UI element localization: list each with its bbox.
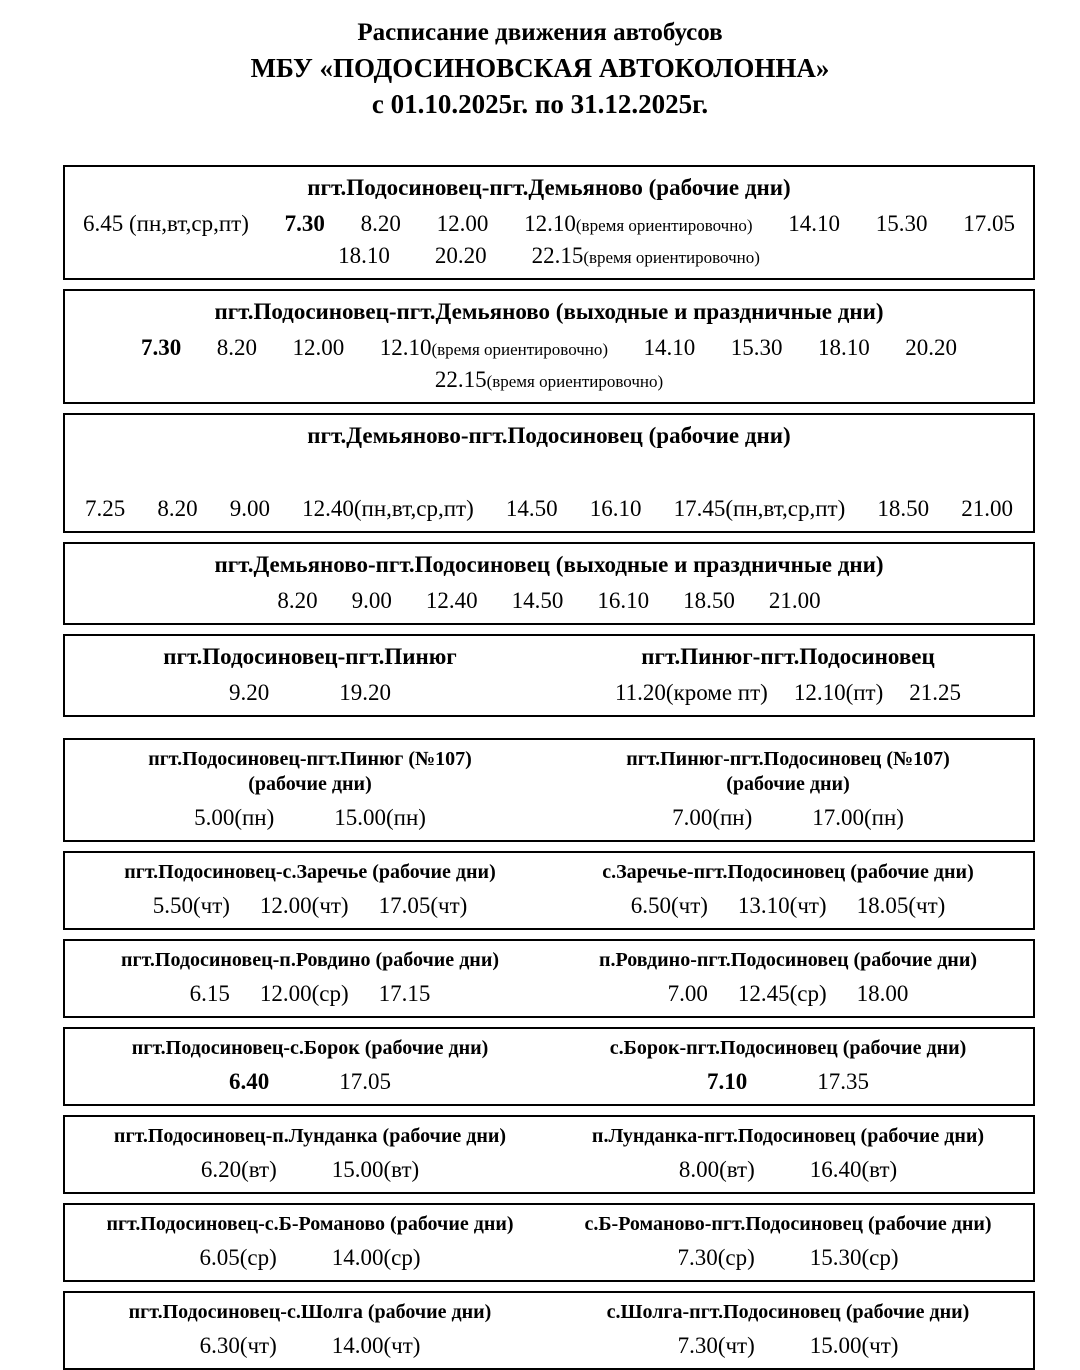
time-row: [71, 677, 549, 708]
time-text: 12.10: [524, 210, 576, 236]
time-value: [352, 585, 392, 616]
route-title: (рабочие дни): [726, 772, 850, 795]
schedule-box: [63, 738, 1035, 842]
time-text: 22.15: [434, 367, 487, 393]
time-text: 13.10(чт): [737, 893, 827, 918]
time-text: 18.10: [338, 243, 390, 269]
time-text: 6.50(чт): [630, 893, 708, 918]
route-title: пгт.Подосиновец-с.Б-Романово (рабочие дни): [106, 1213, 514, 1236]
time-text: 9.00: [229, 496, 270, 522]
time-text: 14.10: [788, 210, 840, 236]
time-text: 21.00: [768, 588, 821, 614]
time-text: 22.15: [531, 243, 584, 269]
time-text: 12.10(пт): [793, 679, 884, 705]
time-value: [532, 240, 760, 271]
route-column-right: [549, 860, 1027, 921]
time-value: [524, 208, 752, 239]
time-text: 6.45 (пн,вт,ср,пт): [83, 210, 249, 236]
time-value: [260, 890, 349, 921]
route-column-right: [549, 747, 1027, 833]
schedule-box: [63, 1027, 1035, 1106]
time-text: 7.30: [141, 335, 182, 361]
time-row: [71, 364, 1027, 395]
time-value: [644, 332, 696, 363]
time-value: [512, 585, 564, 616]
time-value: [332, 1330, 421, 1361]
time-text: 12.00(ср): [259, 981, 349, 1007]
route-column-left: [71, 1036, 549, 1097]
time-value: [190, 978, 230, 1009]
time-row: [549, 677, 1027, 708]
time-row: [71, 1154, 549, 1185]
time-value: [200, 1330, 277, 1361]
time-text: 7.30(чт): [677, 1333, 755, 1359]
route-title: п.Ровдино-пгт.Подосиновец (рабочие дни): [598, 949, 978, 972]
route-column-right: [549, 1212, 1027, 1273]
time-value: [738, 890, 827, 921]
document-header: [0, 16, 1080, 123]
time-text: 17.45(пн,вт,ср,пт): [673, 496, 846, 522]
time-row: [71, 890, 549, 921]
route-column-left: [71, 1300, 549, 1361]
time-text: 18.10: [818, 335, 870, 361]
time-text: 14.50: [505, 496, 558, 522]
route-column-left: [71, 860, 549, 921]
time-text: 12.00: [292, 335, 345, 361]
time-note: (время ориентировочно): [431, 340, 609, 360]
route-title: пгт.Подосиновец-пгт.Демьяново (рабочие дни): [307, 175, 791, 200]
time-text: 17.05(чт): [378, 893, 468, 918]
document-title-line1: Расписание движения автобусов: [357, 19, 723, 46]
time-text: 11.20(кроме пт): [614, 679, 768, 705]
route-title: пгт.Пинюг-пгт.Подосиновец (№107): [626, 747, 950, 770]
time-value: [338, 240, 390, 271]
time-row: [71, 802, 549, 833]
time-value: [217, 332, 257, 363]
time-row: [549, 802, 1027, 833]
time-text: 15.00(чт): [809, 1333, 899, 1359]
time-value: [339, 1066, 391, 1097]
time-value: [194, 802, 274, 833]
route-column-right: [549, 1124, 1027, 1185]
time-value: [905, 332, 957, 363]
time-value: [426, 585, 478, 616]
time-text: 14.00(чт): [331, 1333, 421, 1359]
time-value: [379, 978, 431, 1009]
time-value: [285, 208, 325, 239]
time-value: [615, 677, 768, 708]
route-column-left: [71, 643, 549, 708]
time-text: 7.25: [85, 496, 126, 522]
time-text: 8.20: [157, 496, 198, 522]
time-row: [71, 1330, 549, 1361]
route-column-left: [71, 1212, 549, 1273]
time-value: [810, 1154, 897, 1185]
route-column-left: [71, 948, 549, 1009]
time-text: 16.10: [589, 496, 642, 522]
time-value: [876, 208, 928, 239]
time-value: [292, 332, 344, 363]
time-text: 19.20: [339, 679, 391, 705]
time-text: 21.25: [909, 679, 961, 705]
time-value: [674, 493, 846, 524]
time-text: 18.50: [877, 496, 930, 522]
route-column-left: [71, 747, 549, 833]
time-value: [590, 493, 642, 524]
time-value: [229, 677, 269, 708]
time-row: [549, 890, 1027, 921]
time-value: [597, 585, 649, 616]
time-text: 6.05(ср): [199, 1245, 277, 1271]
time-text: 17.15: [378, 981, 431, 1007]
organization-name: МБУ «ПОДОСИНОВСКАЯ АВТОКОЛОННА»: [250, 52, 830, 83]
time-value: [909, 677, 961, 708]
route-title: пгт.Подосиновец-п.Ровдино (рабочие дни): [120, 949, 500, 972]
time-text: 14.00(ср): [331, 1245, 421, 1271]
time-row: [71, 493, 1027, 524]
time-text: 18.05(чт): [856, 893, 946, 918]
time-value: [230, 493, 270, 524]
time-text: 6.20(вт): [200, 1157, 277, 1183]
time-value: [817, 1066, 869, 1097]
schedule-box: [63, 1203, 1035, 1282]
route-column-left: [71, 1124, 549, 1185]
time-value: [229, 1066, 269, 1097]
route-title: пгт.Демьяново-пгт.Подосиновец (рабочие дни): [307, 423, 791, 449]
time-value: [769, 585, 821, 616]
time-text: 6.40: [229, 1069, 270, 1095]
time-value: [877, 493, 929, 524]
time-row: [549, 1066, 1027, 1097]
time-value: [812, 802, 904, 833]
time-value: [332, 1242, 421, 1273]
time-text: 9.00: [351, 588, 392, 614]
time-text: 17.35: [817, 1069, 869, 1095]
time-row: [71, 1066, 549, 1097]
time-text: 16.40(вт): [809, 1157, 898, 1183]
time-value: [818, 332, 870, 363]
route-title: с.Борок-пгт.Подосиновец (рабочие дни): [609, 1037, 967, 1060]
time-text: 7.30: [284, 210, 325, 236]
time-text: 18.50: [683, 588, 735, 614]
time-text: 18.00: [856, 981, 909, 1007]
time-text: 7.00: [667, 981, 708, 1007]
time-text: 16.10: [597, 588, 650, 614]
schedule-box: [63, 851, 1035, 930]
time-row: [71, 978, 549, 1009]
time-row: [549, 978, 1027, 1009]
time-value: [788, 208, 840, 239]
time-text: 17.05: [963, 210, 1015, 236]
time-value: [506, 493, 558, 524]
schedule-box: [63, 165, 1035, 280]
time-value: [83, 208, 249, 239]
time-value: [379, 890, 468, 921]
route-title: пгт.Подосиновец-с.Шолга (рабочие дни): [128, 1301, 492, 1324]
time-text: 12.40(пн,вт,ср,пт): [302, 496, 474, 522]
time-value: [963, 208, 1015, 239]
time-note: (время ориентировочно): [486, 372, 664, 392]
time-text: 8.00(вт): [678, 1157, 755, 1183]
time-text: 15.00(вт): [331, 1157, 420, 1183]
time-value: [334, 802, 426, 833]
time-value: [738, 978, 827, 1009]
schedule-box: [63, 1115, 1035, 1194]
time-row: [71, 208, 1027, 239]
time-text: 5.00(пн): [194, 804, 275, 830]
time-text: 15.00(пн): [334, 804, 426, 830]
time-text: 7.00(пн): [672, 804, 753, 830]
time-text: 21.00: [961, 496, 1013, 522]
route-title: пгт.Подосиновец-с.Борок (рабочие дни): [131, 1037, 489, 1060]
time-value: [683, 585, 735, 616]
time-row: [71, 332, 1027, 363]
time-value: [361, 208, 401, 239]
time-text: 20.20: [905, 335, 957, 361]
time-value: [679, 1154, 755, 1185]
route-column-right: [549, 948, 1027, 1009]
time-text: 14.50: [511, 588, 564, 614]
time-value: [339, 677, 391, 708]
route-title: с.Заречье-пгт.Подосиновец (рабочие дни): [602, 861, 974, 883]
route-column-right: [549, 1036, 1027, 1097]
time-row: [71, 1242, 549, 1273]
time-row: [549, 1330, 1027, 1361]
time-value: [141, 332, 181, 363]
time-text: 7.10: [707, 1069, 748, 1095]
route-title: пгт.Подосиновец-пгт.Демьяново (выходные и праздничные дни): [214, 299, 884, 325]
time-text: 15.30: [730, 335, 783, 361]
time-text: 8.20: [360, 210, 401, 236]
time-text: 5.50(чт): [152, 893, 230, 918]
route-column-right: [549, 643, 1027, 708]
time-row: [549, 1242, 1027, 1273]
time-value: [157, 493, 197, 524]
schedule-box: [63, 542, 1035, 625]
schedule-list: [63, 165, 1035, 1370]
time-value: [199, 1242, 276, 1273]
time-note: (время ориентировочно): [583, 248, 760, 268]
time-value: [201, 1154, 277, 1185]
time-value: [380, 332, 608, 363]
time-value: [85, 493, 125, 524]
time-value: [435, 364, 663, 395]
time-value: [332, 1154, 419, 1185]
time-value: [672, 802, 752, 833]
time-text: 6.15: [189, 981, 230, 1007]
time-value: [302, 493, 474, 524]
time-row: [71, 585, 1027, 616]
time-text: 17.05: [339, 1069, 391, 1095]
schedule-period: с 01.10.2025г. по 31.12.2025г.: [371, 89, 709, 120]
time-text: 9.20: [229, 679, 270, 705]
route-title: пгт.Пинюг-пгт.Подосиновец: [641, 644, 935, 670]
time-value: [857, 978, 909, 1009]
time-text: 12.00(чт): [259, 893, 349, 918]
time-text: 15.30(ср): [809, 1245, 899, 1271]
time-text: 17.00(пн): [812, 804, 904, 830]
route-title: п.Лунданка-пгт.Подосиновец (рабочие дни): [591, 1125, 985, 1148]
time-value: [435, 240, 487, 271]
time-value: [277, 585, 317, 616]
time-text: 15.30: [875, 210, 928, 236]
schedule-box: [63, 634, 1035, 717]
time-text: 7.30(ср): [677, 1245, 755, 1271]
time-text: 12.45(ср): [737, 981, 827, 1007]
route-title: с.Шолга-пгт.Подосиновец (рабочие дни): [606, 1301, 970, 1324]
time-text: 12.10: [379, 335, 432, 361]
time-value: [707, 1066, 747, 1097]
time-text: 20.20: [434, 243, 487, 269]
route-column-right: [549, 1300, 1027, 1361]
route-title: пгт.Демьяново-пгт.Подосиновец (выходные и праздничные дни): [214, 552, 884, 578]
time-text: 12.00: [436, 210, 489, 236]
time-text: 14.10: [643, 335, 696, 361]
time-value: [794, 677, 883, 708]
route-title: (рабочие дни): [248, 772, 372, 795]
route-title: с.Б-Романово-пгт.Подосиновец (рабочие дни): [584, 1213, 992, 1236]
time-note: (время ориентировочно): [575, 215, 753, 235]
time-row: [549, 1154, 1027, 1185]
time-value: [153, 890, 230, 921]
time-value: [668, 978, 708, 1009]
route-title: пгт.Подосиновец-с.Заречье (рабочие дни): [124, 861, 496, 883]
time-value: [810, 1330, 899, 1361]
schedule-box: [63, 289, 1035, 404]
time-value: [678, 1330, 755, 1361]
route-title: пгт.Подосиновец-пгт.Пинюг (№107): [148, 747, 472, 770]
time-row: [71, 240, 1027, 271]
time-value: [677, 1242, 754, 1273]
route-title: пгт.Подосиновец-п.Лунданка (рабочие дни): [113, 1125, 507, 1148]
time-value: [857, 890, 946, 921]
schedule-box: [63, 939, 1035, 1018]
time-text: 12.40: [425, 588, 478, 614]
time-text: 6.30(чт): [199, 1333, 277, 1359]
time-value: [260, 978, 349, 1009]
schedule-box: [63, 413, 1035, 533]
time-value: [810, 1242, 899, 1273]
time-text: 8.20: [277, 588, 318, 614]
route-title: пгт.Подосиновец-пгт.Пинюг: [163, 644, 457, 670]
time-value: [631, 890, 708, 921]
schedule-box: [63, 1291, 1035, 1370]
time-value: [961, 493, 1013, 524]
time-text: 8.20: [216, 335, 257, 361]
time-value: [437, 208, 489, 239]
time-value: [731, 332, 783, 363]
